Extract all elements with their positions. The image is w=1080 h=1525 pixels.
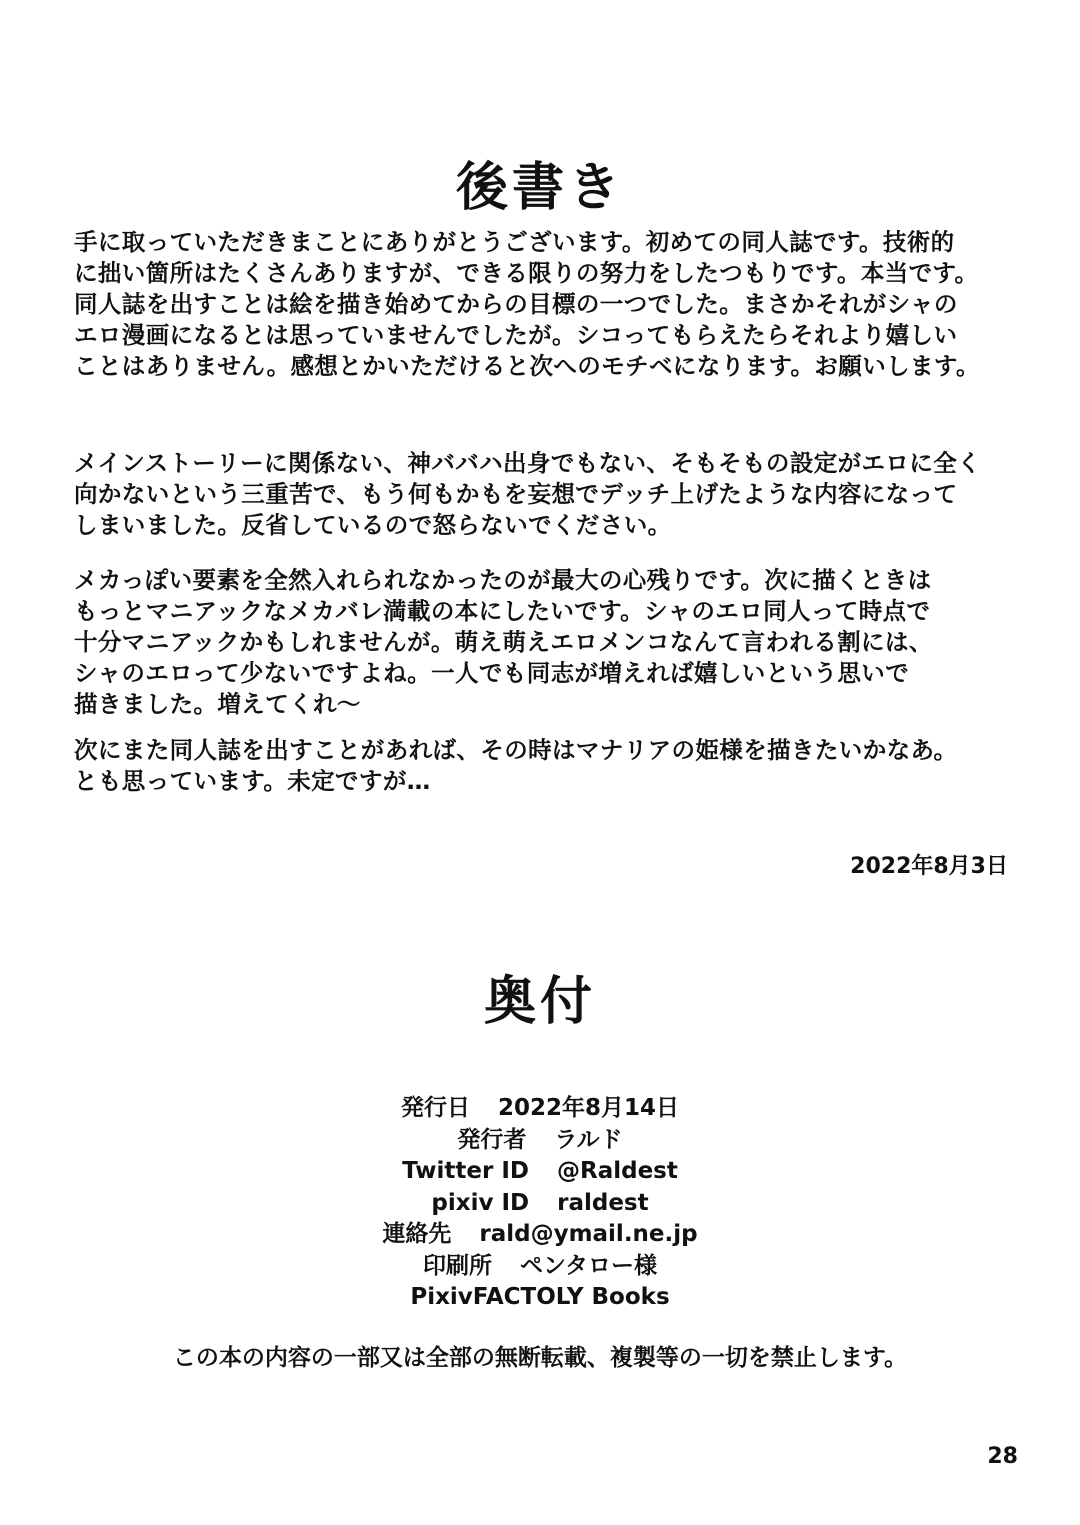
text-line: もっとマニアックなメカバレ満載の本にしたいです。シャのエロ同人って時点で: [74, 597, 931, 625]
colophon-value: ラルド: [554, 1126, 623, 1153]
text-line: 手に取っていただきまことにありがとうございます。初めての同人誌です。技術的: [74, 228, 955, 256]
afterword-title: 後書き: [455, 158, 624, 218]
colophon-label: PixivFACTOLY Books: [410, 1284, 670, 1310]
afterword-paragraph-4: [74, 735, 1034, 797]
colophon-row-twitter: [0, 1156, 1080, 1188]
colophon-row-issue-date: [0, 1093, 1080, 1125]
colophon-row-printer-name: [0, 1282, 1080, 1314]
text-line: とも思っています。未定ですが…: [74, 767, 431, 795]
afterword-paragraph-3: [74, 565, 1034, 720]
text-line: 十分マニアックかもしれませんが。萌え萌えエロメンコなんて言われる割には、: [74, 628, 933, 656]
colophon-label: 連絡先: [382, 1221, 452, 1247]
text-line: メインストーリーに関係ない、神ババハ出身でもない、そもそもの設定がエロに全く: [74, 449, 982, 477]
colophon-row-publisher: [0, 1125, 1080, 1157]
colophon-label: Twitter ID: [402, 1158, 529, 1184]
text-line: シャのエロって少ないですよね。一人でも同志が増えれば嬉しいという思いで: [74, 659, 910, 687]
text-line: 描きました。増えてくれ～: [74, 690, 361, 718]
colophon-value: 2022年8月14日: [497, 1095, 680, 1121]
colophon-label: pixiv ID: [431, 1189, 530, 1216]
text-line: ことはありません。感想とかいただけると次へのモチベになります。お願いします。: [74, 352, 980, 380]
text-line: しまいました。反省しているので怒らないでください。: [74, 511, 672, 539]
colophon-row-contact: [0, 1219, 1080, 1251]
colophon-label: 発行者: [457, 1126, 527, 1153]
colophon-value: rald@ymail.ne.jp: [479, 1221, 698, 1247]
copyright-notice: この本の内容の一部又は全部の無断転載、複製等の一切を禁止します。: [172, 1345, 908, 1371]
colophon-value: @Raldest: [557, 1158, 678, 1184]
colophon-value: raldest: [557, 1189, 649, 1216]
colophon-title: 奥付: [483, 972, 596, 1032]
text-line: エロ漫画になるとは思っていませんでしたが。シコってもらえたらそれより嬉しい: [74, 321, 958, 349]
afterword-date: 2022年8月3日: [850, 854, 1008, 879]
colophon-row-printer: [0, 1251, 1080, 1283]
text-line: に拙い箇所はたくさんありますが、できる限りの努力をしたつもりです。本当です。: [74, 259, 979, 287]
page-number: 28: [987, 1444, 1018, 1469]
text-line: 次にまた同人誌を出すことがあれば、その時はマナリアの姫様を描きたいかなあ。: [74, 736, 958, 764]
afterword-paragraph-2: [74, 448, 1034, 541]
colophon-value: ペンタロー様: [519, 1252, 658, 1279]
afterword-paragraph-1: [74, 227, 1034, 382]
colophon-label: 発行日: [400, 1095, 470, 1121]
colophon-label: 印刷所: [422, 1252, 492, 1279]
text-line: 向かないという三重苦で、もう何もかもを妄想でデッチ上げたような内容になって: [74, 480, 958, 508]
text-line: メカっぽい要素を全然入れられなかったのが最大の心残りです。次に描くときは: [74, 566, 932, 594]
colophon-row-pixiv: [0, 1188, 1080, 1220]
colophon-details: [0, 1093, 1080, 1314]
text-line: 同人誌を出すことは絵を描き始めてからの目標の一つでした。まさかそれがシャの: [74, 290, 958, 318]
